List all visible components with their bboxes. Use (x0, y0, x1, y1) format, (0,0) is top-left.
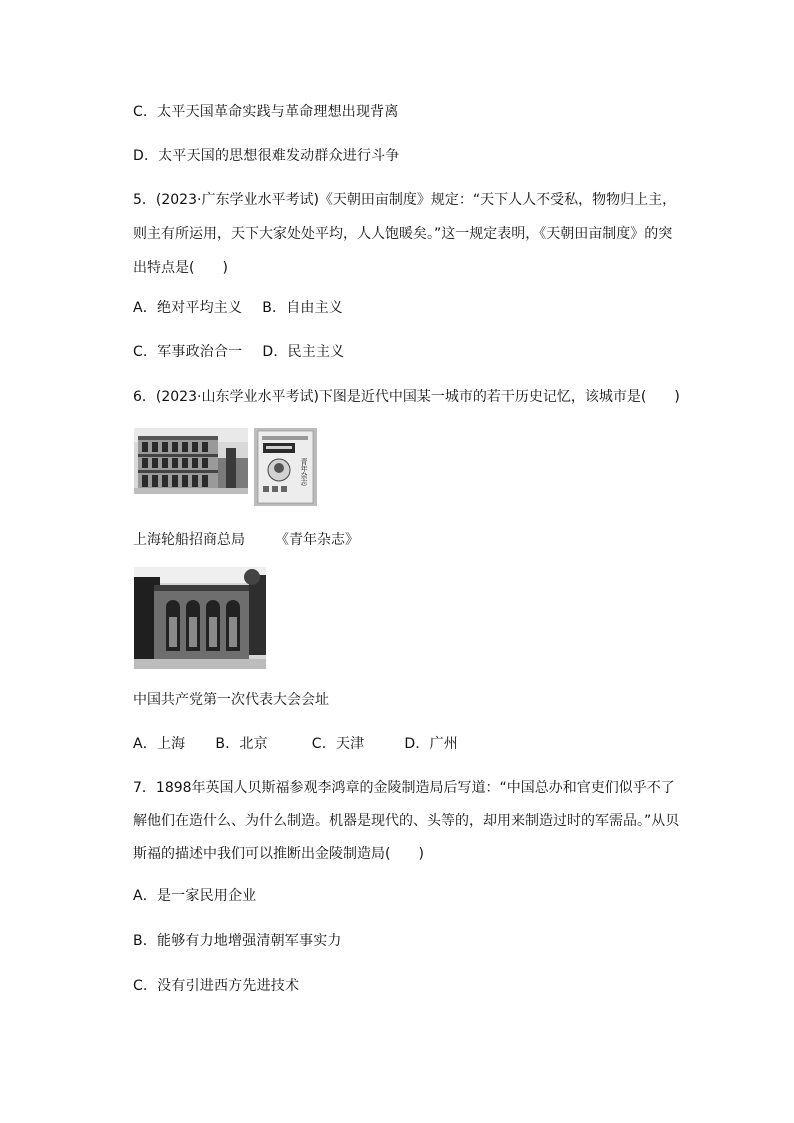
q5-stem-line3: 出特点是( ) (133, 260, 228, 276)
magazine-cover-title: 青年杂志 (300, 458, 308, 486)
q5-stem-line2: 则主有所运用，天下大家处处平均，人人饱暖矣。”这一规定表明，《天朝田亩制度》的突 (133, 226, 673, 242)
q7-option-c: C．没有引进西方先进技术 (133, 978, 300, 994)
q6-option-d: D．广州 (404, 736, 458, 752)
q5-options-row1 (133, 298, 343, 318)
q7-stem-line2: 解他们在造什么、为什么制造。机器是现代的、头等的，却用来制造过时的军需品。”从贝 (133, 813, 680, 829)
q6-option-c: C．天津 (311, 736, 365, 752)
q5-stem-line1: 5．(2023·广东学业水平考试)《天朝田亩制度》规定：“天下人人不受私，物物归上主， (133, 192, 677, 208)
photo-first-congress-site (134, 567, 266, 669)
caption-youth-magazine: 《青年杂志》 (275, 532, 359, 548)
q6-option-a: A．上海 (133, 736, 186, 752)
q6-options-row (133, 734, 458, 754)
q6-option-b: B．北京 (215, 736, 268, 752)
q4-option-d: D．太平天国的思想很难发动群众进行斗争 (133, 148, 400, 164)
q5-option-b: B．自由主义 (262, 300, 343, 316)
q7-option-b: B．能够有力地增强清朝军事实力 (133, 933, 342, 949)
q6-captions-row1 (133, 530, 359, 550)
q7-stem-line1: 7．1898年英国人贝斯福参观李鸿章的金陵制造局后写道：“中国总办和官吏们似乎不了 (133, 780, 675, 796)
q7-option-a: A．是一家民用企业 (133, 888, 257, 904)
q6-stem-line1: 6．(2023·山东学业水平考试)下图是近代中国某一城市的若干历史记忆，该城市是( ) (133, 389, 680, 405)
q5-option-a: A．绝对平均主义 (133, 300, 243, 316)
q7-stem-line3: 斯福的描述中我们可以推断出金陵制造局( ) (133, 846, 424, 862)
photo-youth-magazine (254, 428, 317, 506)
q5-option-c: C．军事政治合一 (133, 344, 243, 360)
q5-option-d: D．民主主义 (262, 344, 345, 360)
q4-option-c: C．太平天国革命实践与革命理想出现背离 (133, 104, 399, 120)
q5-options-row2 (133, 342, 344, 362)
q6-caption-congress: 中国共产党第一次代表大会会址 (133, 692, 329, 708)
photo-shipping-bureau (134, 428, 248, 494)
caption-shipping-bureau: 上海轮船招商总局 (133, 532, 245, 548)
